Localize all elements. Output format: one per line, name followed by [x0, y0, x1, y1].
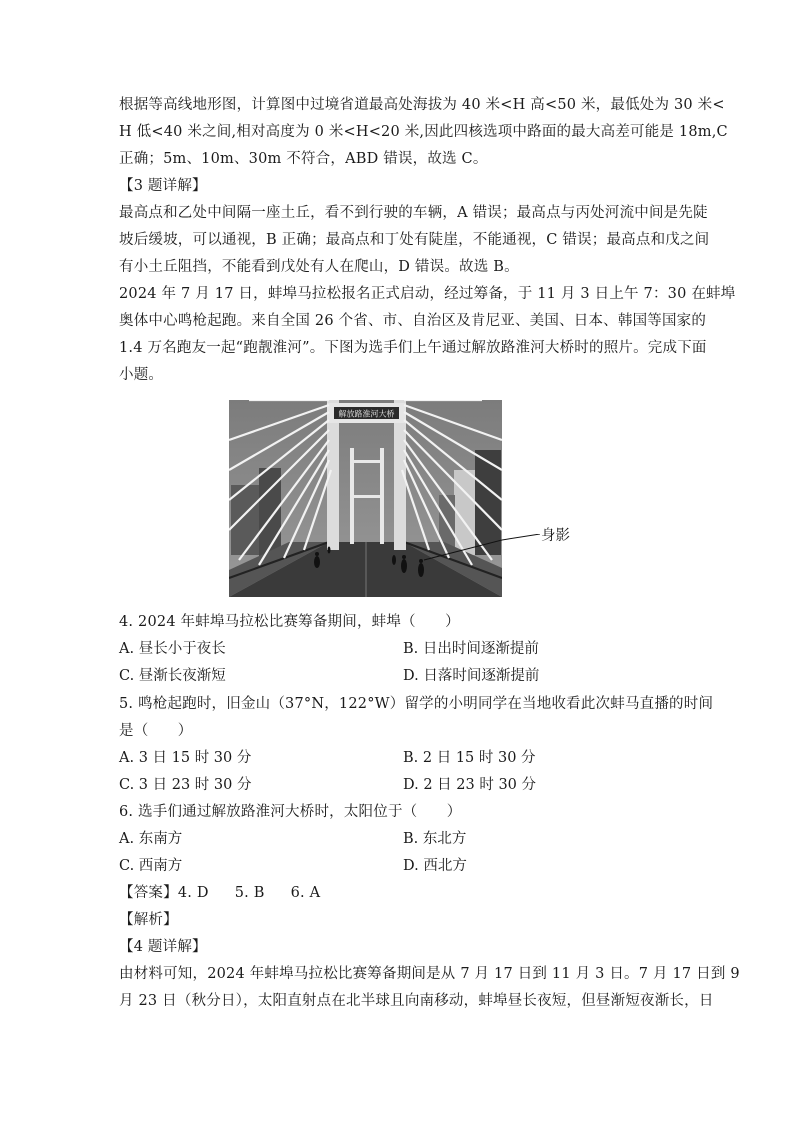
- text-line: 小题。: [119, 367, 164, 383]
- q4-option-d[interactable]: D. 日落时间逐渐提前: [403, 668, 540, 684]
- text-line: H 低<40 米之间,相对高度为 0 米<H<20 米,因此四核选项中路面的最大高差可能是 18m,C: [119, 124, 728, 140]
- q5-option-b[interactable]: B. 2 日 15 时 30 分: [403, 750, 536, 766]
- analysis-heading: 【解析】: [119, 912, 178, 928]
- text-line: 2024 年 7 月 17 日，蚌埠马拉松报名正式启动，经过筹备，于 11 月 3 日上午 7：30 在蚌埠: [119, 286, 736, 302]
- answer-item: 6. A: [290, 885, 321, 901]
- q4-option-c[interactable]: C. 昼渐长夜渐短: [119, 668, 226, 684]
- text-line: 由材料可知，2024 年蚌埠马拉松比赛筹备期间是从 7 月 17 日到 11 月 3 日。7 月 17 日到 9: [119, 966, 740, 982]
- text-line: 奥体中心鸣枪起跑。来自全国 26 个省、市、自治区及肯尼亚、美国、日本、韩国等国家的: [119, 313, 707, 329]
- question-5-stem: 5. 鸣枪起跑时，旧金山（37°N，122°W）留学的小明同学在当地收看此次蚌马直播的时间: [119, 696, 714, 712]
- text-line: 正确；5m、10m、30m 不符合，ABD 错误，故选 C。: [119, 151, 488, 167]
- bridge-photo: [229, 400, 502, 597]
- q4-option-a[interactable]: A. 昼长小于夜长: [119, 641, 226, 657]
- bridge-sign-text: 解放路淮河大桥: [338, 409, 395, 419]
- q6-option-c[interactable]: C. 西南方: [119, 858, 183, 874]
- q6-option-a[interactable]: A. 东南方: [119, 831, 183, 847]
- text-line: 最高点和乙处中间隔一座土丘，看不到行驶的车辆，A 错误；最高点与丙处河流中间是先陡: [119, 205, 708, 221]
- q4-option-b[interactable]: B. 日出时间逐渐提前: [403, 641, 539, 657]
- answer-label: 【答案】: [119, 885, 178, 901]
- text-line: 1.4 万名跑友一起“跑靓淮河”。下图为选手们上午通过解放路淮河大桥时的照片。完成下面: [119, 340, 707, 356]
- callout-line: [502, 534, 540, 544]
- question-6-stem: 6. 选手们通过解放路淮河大桥时，太阳位于（ ）: [119, 804, 462, 820]
- q6-option-b[interactable]: B. 东北方: [403, 831, 467, 847]
- text-line: 有小土丘阻挡，不能看到戊处有人在爬山，D 错误。故选 B。: [119, 259, 519, 275]
- answer-item: 4. D: [177, 885, 209, 901]
- q5-option-a[interactable]: A. 3 日 15 时 30 分: [119, 750, 252, 766]
- question-4-stem: 4. 2024 年蚌埠马拉松比赛筹备期间，蚌埠（ ）: [119, 614, 460, 630]
- answer-line: [119, 883, 679, 903]
- q6-option-d[interactable]: D. 西北方: [403, 858, 467, 874]
- text-line: 根据等高线地形图，计算图中过境省道最高处海拔为 40 米<H 高<50 米，最低处为 30 米<: [119, 97, 725, 113]
- q5-option-d[interactable]: D. 2 日 23 时 30 分: [403, 777, 536, 793]
- callout-label: 身影: [541, 528, 570, 544]
- section-heading-q4: 【4 题详解】: [119, 939, 207, 955]
- text-line: 月 23 日（秋分日），太阳直射点在北半球且向南移动，蚌埠昼长夜短，但昼渐短夜渐长，日: [119, 993, 714, 1009]
- question-5-stem-cont: 是（ ）: [119, 723, 193, 739]
- text-line: 坡后缓坡，可以通视，B 正确；最高点和丁处有陡崖，不能通视，C 错误；最高点和戊之间: [119, 232, 710, 248]
- q5-option-c[interactable]: C. 3 日 23 时 30 分: [119, 777, 252, 793]
- section-heading-q3: 【3 题详解】: [119, 178, 207, 194]
- answer-item: 5. B: [234, 885, 265, 901]
